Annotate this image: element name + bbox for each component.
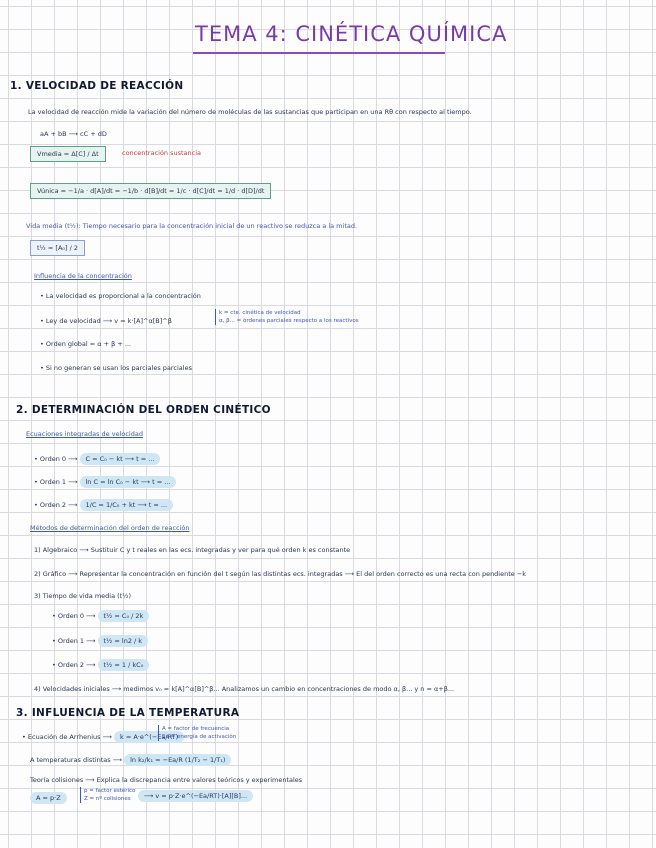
m3-orden-2-row: • Orden 2 ⟶ t½ = 1 / kC₀ (52, 661, 149, 669)
temp-distintas-label: A temperaturas distintas ⟶ (30, 756, 123, 764)
orden-2-eq: 1/C = 1/C₀ + kt ⟶ t = ... (80, 499, 174, 511)
apz-eq: A = p·Z (30, 792, 67, 804)
m3-orden-2-label: Orden 2 ⟶ (57, 661, 96, 669)
arrhenius-notes (158, 725, 236, 741)
apz-notes (80, 787, 135, 803)
orden-0-eq: C = C₀ − kt ⟶ t = ... (80, 453, 161, 465)
s1-bullet-4: • Si no generan se usan los parciales parciales (40, 364, 192, 372)
ley-label: Ley de velocidad ⟶ (45, 317, 113, 325)
s1-bullet-1: • La velocidad es proporcional a la concentración (40, 292, 201, 300)
section-1-heading: 1. VELOCIDAD DE REACCIÓN (10, 80, 184, 92)
apz-note-2: Z = nº colisiones (84, 796, 131, 802)
ecuaciones-heading: Ecuaciones integradas de velocidad (26, 430, 143, 438)
temp-distintas-eq: ln k₂/k₁ = −Ea/R (1/T₂ − 1/T₁) (124, 754, 231, 766)
ley-notes (215, 309, 359, 325)
ley-velocidad: • Ley de velocidad ⟶ v = k·[A]^α[B]^β (40, 317, 172, 325)
page-title: TEMA 4: CINÉTICA QUÍMICA (195, 22, 508, 46)
t-half-box: t½ = [A₀] / 2 (30, 240, 85, 256)
m3-orden-2-eq: t½ = 1 / kC₀ (98, 659, 150, 671)
section-2-heading: 2. DETERMINACIÓN DEL ORDEN CINÉTICO (16, 404, 271, 416)
arrhenius-eq: k = A·e^(−Ea/RT) (114, 731, 184, 743)
ley-formula: v = k·[A]^α[B]^β (114, 317, 172, 325)
temp-distintas-row (30, 756, 231, 764)
influencia-heading: Influencia de la concentración (34, 272, 132, 280)
orden-0-label: Orden 0 ⟶ (39, 455, 78, 463)
m3-orden-1-eq: t½ = ln2 / k (98, 635, 149, 647)
orden-0-row: • Orden 0 ⟶ C = C₀ − kt ⟶ t = ... (34, 455, 160, 463)
vmedia-box: Vmedia = Δ[C] / Δt (30, 146, 106, 162)
vmedia-note: concentración sustancia (122, 149, 202, 157)
orden-2-row: • Orden 2 ⟶ 1/C = 1/C₀ + kt ⟶ t = ... (34, 501, 173, 509)
reaction-equation: aA + bB ⟶ cC + dD (40, 130, 107, 138)
arrhenius-label: Ecuación de Arrhenius ⟶ (27, 733, 112, 741)
final-eq-row (138, 792, 253, 800)
m3-orden-1-row: • Orden 1 ⟶ t½ = ln2 / k (52, 637, 148, 645)
vunica-box: Vúnica = −1/a · d[A]/dt = −1/b · d[B]/dt = 1/c · d[C]/dt = 1/d · d[D]/dt (30, 183, 271, 199)
metodo-3: 3) Tiempo de vida media (t½) (34, 592, 132, 600)
arrhenius-note-2: Ea = energía de activación (162, 734, 237, 740)
vida-media-text: Vida media (t½): Tiempo necesario para la concentración inicial de un reactivo se reduzca a la mitad. (26, 222, 358, 230)
s1-bullet-3-text: Orden global = α + β + ... (45, 340, 132, 348)
m3-orden-1-label: Orden 1 ⟶ (57, 637, 96, 645)
section-3-heading: 3. INFLUENCIA DE LA TEMPERATURA (16, 707, 240, 719)
orden-1-row: • Orden 1 ⟶ ln C = ln C₀ − kt ⟶ t = ... (34, 478, 176, 486)
final-eq: ⟶ v = p·Z·e^(−Ea/RT)·[A][B]... (138, 790, 253, 802)
ley-note-1: k = cte. cinética de velocidad (219, 310, 301, 316)
m3-orden-0-row: • Orden 0 ⟶ t½ = C₀ / 2k (52, 612, 149, 620)
teoria-colisiones: Teoría colisiones ⟶ Explica la discrepancia entre valores teóricos y experimentales (30, 776, 303, 784)
metodo-1: 1) Algebraico ⟶ Sustituir C y t reales en las ecs. integradas y ver para qué orden k es constante (34, 546, 351, 554)
orden-1-label: Orden 1 ⟶ (39, 478, 78, 486)
s1-bullet-1-text: La velocidad es proporcional a la concentración (45, 292, 201, 300)
metodo-2: 2) Gráfico ⟶ Representar la concentración en función del t según las distintas ecs. integradas ⟶ El del orden correcto es una recta con pendiente −k (34, 570, 527, 578)
s1-intro: La velocidad de reacción mide la variación del número de moléculas de las sustancias que participan en una Rθ con respecto al tiempo. (28, 108, 472, 116)
m3-orden-0-label: Orden 0 ⟶ (57, 612, 96, 620)
metodos-heading: Métodos de determinación del orden de reacción (30, 524, 190, 532)
title-underline (193, 52, 445, 54)
orden-2-label: Orden 2 ⟶ (39, 501, 78, 509)
arrhenius-row: • Ecuación de Arrhenius ⟶ k = A·e^(−Ea/RT) (22, 733, 184, 741)
metodo-4: 4) Velocidades iniciales ⟶ medimos v₀ = k[A]^α[B]^β... Analizamos un cambio en concentraciones de modo α, β... y n = α+β... (34, 685, 455, 693)
arrhenius-note-1: A = factor de frecuencia (162, 726, 230, 732)
s1-bullet-3: • Orden global = α + β + ... (40, 340, 132, 348)
orden-1-eq: ln C = ln C₀ − kt ⟶ t = ... (80, 476, 177, 488)
s1-bullet-4-text: Si no generan se usan los parciales parciales (45, 364, 192, 372)
apz-note-1: p = factor estérico (84, 788, 136, 794)
m3-orden-0-eq: t½ = C₀ / 2k (98, 610, 150, 622)
ley-note-2: α, β... = órdenes parciales respecto a los reactivos (219, 318, 359, 324)
